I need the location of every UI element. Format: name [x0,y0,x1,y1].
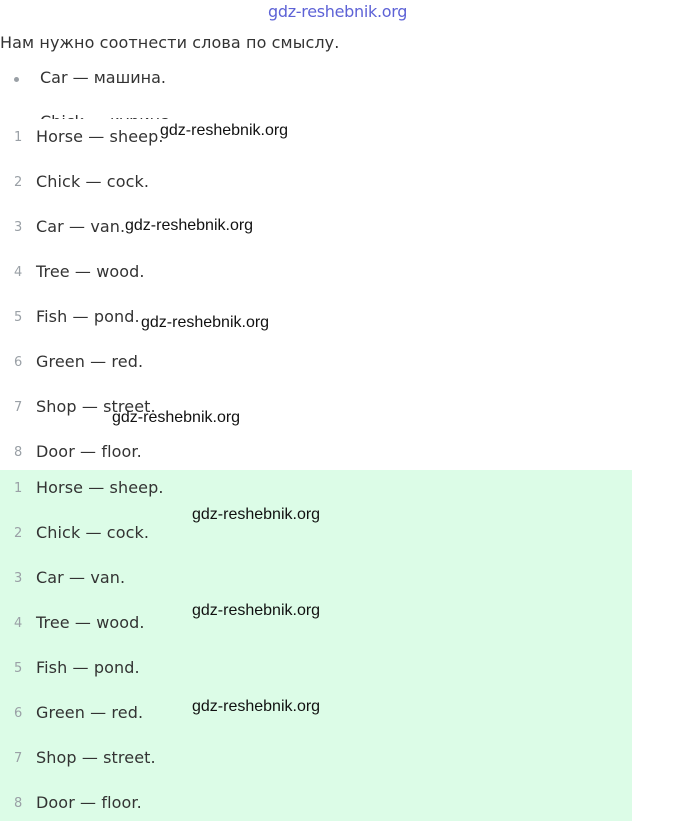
watermark-text: gdz-reshebnik.org [112,409,241,426]
list-item-text: Chick — cock. [36,523,150,542]
list-item-text: Car — van. [36,568,126,587]
list-item-number: 7 [14,751,23,766]
list-item-text: Shop — street. [36,397,156,416]
list-item-text: Fish — pond. [36,658,140,677]
bullet-item-text: Car — машина. [40,68,166,87]
list-item-number: 2 [14,175,23,190]
bullet-dot-icon [14,77,19,82]
list-item [0,254,632,299]
list-item [0,209,632,254]
list-item [0,299,632,344]
list-item-number: 5 [14,661,23,676]
list-item-number: 5 [14,310,23,325]
list-item-text: Chick — cock. [36,172,150,191]
answer-list-plain [0,119,632,470]
list-item-text: Car — van. [36,217,126,236]
list-item [0,560,632,605]
watermark-text: gdz-reshebnik.org [160,122,289,139]
list-item-number: 6 [14,706,23,721]
list-item-text: Shop — street. [36,748,156,767]
intro-text: Нам нужно соотнести слова по смыслу. [0,33,340,52]
list-item [0,344,632,389]
header-watermark-link[interactable]: gdz-reshebnik.org [268,2,408,21]
list-item-text: Horse — sheep. [36,127,164,146]
list-item-text: Horse — sheep. [36,478,164,497]
list-item [0,650,632,695]
watermark-text: gdz-reshebnik.org [125,217,254,234]
list-item-number: 1 [14,130,23,145]
watermark-text: gdz-reshebnik.org [192,506,321,523]
list-item [0,119,632,164]
clipped-bullet-item [40,112,240,119]
list-item-text: Green — red. [36,703,144,722]
list-item-number: 4 [14,616,23,631]
list-item [0,164,632,209]
list-item [0,389,632,434]
list-item-number: 3 [14,220,23,235]
list-item-number: 3 [14,571,23,586]
watermark-text: gdz-reshebnik.org [141,314,270,331]
list-item-text: Tree — wood. [36,613,145,632]
list-item-number: 8 [14,796,23,811]
list-item-number: 8 [14,445,23,460]
list-item-number: 4 [14,265,23,280]
watermark-text: gdz-reshebnik.org [192,698,321,715]
list-item [0,740,632,785]
list-item [0,785,632,830]
list-item-number: 2 [14,526,23,541]
list-item-number: 1 [14,481,23,496]
list-item-number: 6 [14,355,23,370]
list-item-text: Fish — pond. [36,307,140,326]
list-item-text: Green — red. [36,352,144,371]
list-item-text: Door — floor. [36,793,142,812]
watermark-text: gdz-reshebnik.org [192,602,321,619]
list-item-text: Tree — wood. [36,262,145,281]
list-item-text: Door — floor. [36,442,142,461]
list-item-number: 7 [14,400,23,415]
